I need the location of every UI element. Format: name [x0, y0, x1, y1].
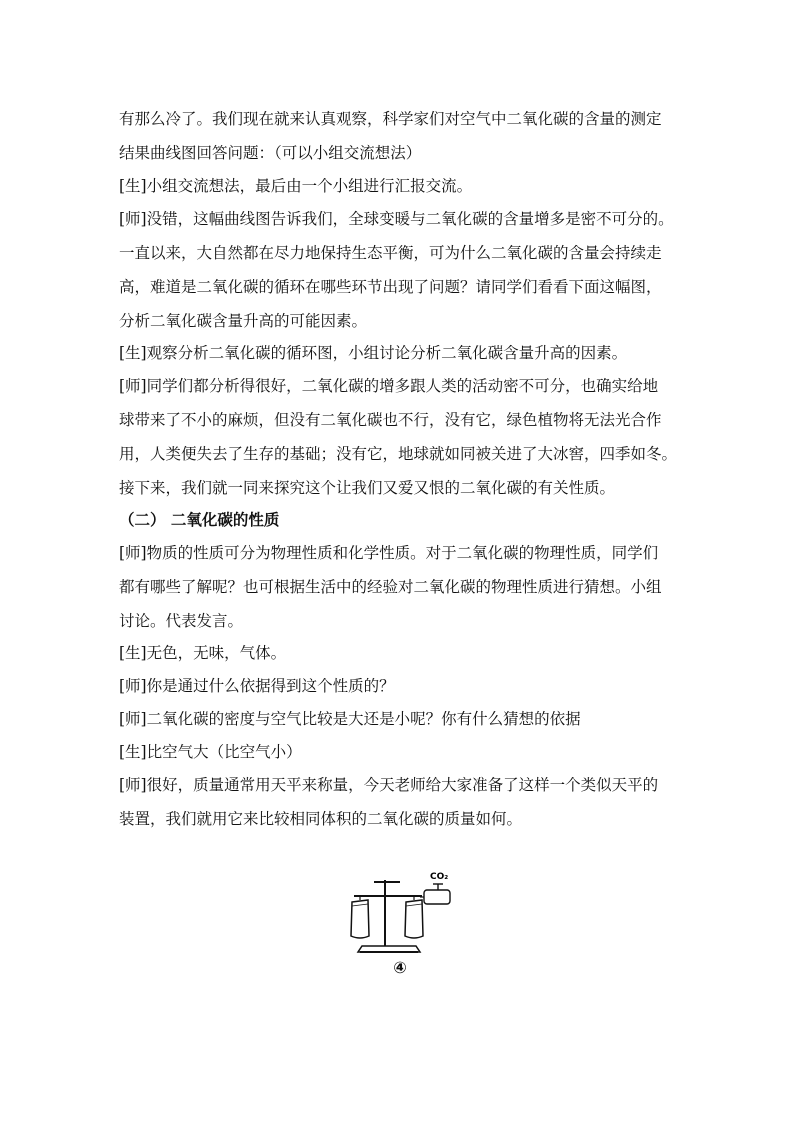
text-line: 球带来了不小的麻烦，但没有二氧化碳也不行，没有它，绿色植物将无法光合作: [119, 411, 662, 429]
text-line: 接下来，我们就一同来探究这个让我们又爱又恨的二氧化碳的有关性质。: [119, 479, 616, 497]
text-line: 讨论。代表发言。: [119, 612, 244, 630]
paragraph-12: [119, 768, 681, 836]
paragraph-8: [119, 636, 681, 670]
paragraph-5: [119, 369, 681, 505]
text-line: 用，人类便失去了生存的基础；没有它，地球就如同被关进了大冰窖，四季如冬。: [119, 445, 678, 463]
text-line: 分析二氧化碳含量升高的可能因素。: [119, 312, 368, 330]
figure-caption: ④: [393, 958, 407, 977]
paragraph-10: [119, 702, 681, 736]
text-line: 一直以来，大自然都在尽力地保持生态平衡，可为什么二氧化碳的含量会持续走: [119, 244, 662, 262]
balance-illustration: [340, 870, 460, 960]
paragraph-3: [119, 202, 681, 338]
text-line: （二） 二氧化碳的性质: [119, 510, 280, 529]
paragraph-9: [119, 669, 681, 703]
section-heading: [119, 503, 681, 537]
text-line: [生]观察分析二氧化碳的循环图，小组讨论分析二氧化碳含量升高的因素。: [119, 344, 628, 362]
paragraph-7: [119, 536, 681, 638]
text-line: [师]你是通过什么依据得到这个性质的？: [119, 677, 395, 695]
paragraph-2: [119, 169, 681, 203]
text-line: [师]没错，这幅曲线图告诉我们，全球变暖与二氧化碳的含量增多是密不可分的。: [119, 210, 674, 228]
paragraph-1: [119, 102, 681, 170]
text-line: [生]比空气大（比空气小）: [119, 743, 302, 761]
text-line: [师]二氧化碳的密度与空气比较是大还是小呢？你有什么猜想的依据: [119, 710, 581, 728]
text-line: 结果曲线图回答问题：（可以小组交流想法）: [119, 144, 422, 162]
text-line: [师]同学们都分析得很好，二氧化碳的增多跟人类的活动密不可分，也确实给地: [119, 377, 659, 395]
text-line: [生]小组交流想法，最后由一个小组进行汇报交流。: [119, 177, 473, 195]
text-line: 都有哪些了解呢？也可根据生活中的经验对二氧化碳的物理性质进行猜想。小组: [119, 578, 662, 596]
text-line: [师]很好，质量通常用天平来称量，今天老师给大家准备了这样一个类似天平的: [119, 776, 659, 794]
balance-apparatus-figure: [340, 870, 460, 985]
text-line: 有那么冷了。我们现在就来认真观察，科学家们对空气中二氧化碳的含量的测定: [119, 110, 662, 128]
co2-label: CO₂: [430, 872, 449, 882]
text-line: [生]无色，无味，气体。: [119, 644, 287, 662]
paragraph-11: [119, 735, 681, 769]
text-line: [师]物质的性质可分为物理性质和化学性质。对于二氧化碳的物理性质，同学们: [119, 544, 659, 562]
text-line: 装置，我们就用它来比较相同体积的二氧化碳的质量如何。: [119, 810, 523, 828]
text-line: 高，难道是二氧化碳的循环在哪些环节出现了问题？请同学们看看下面这幅图，: [119, 278, 662, 296]
paragraph-4: [119, 336, 681, 370]
